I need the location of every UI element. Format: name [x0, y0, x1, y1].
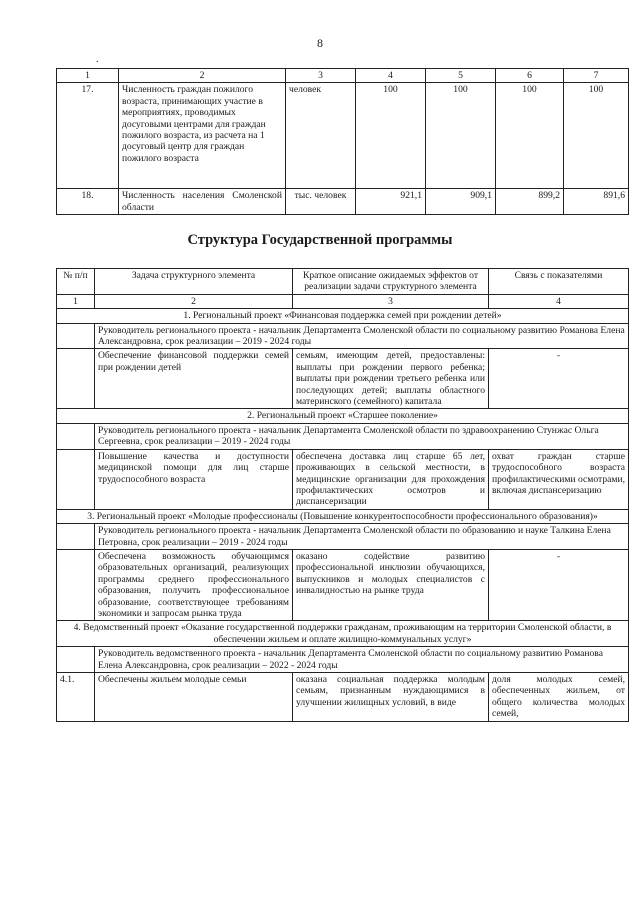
header-cell: Задача структурного элемента	[95, 269, 293, 295]
row-number	[57, 647, 95, 673]
effects: оказано содействие развитию профессиональной инклюзии обучающихся, выпускников и молодых специалистов с инвалидностью на рынке труда	[293, 549, 489, 620]
project-leader: Руководитель регионального проекта - начальник Департамента Смоленской области по образованию и науке Талкина Елена Петровна, срок реализации – 2019 - 2024 годы	[95, 524, 629, 550]
table-row	[57, 549, 629, 620]
indicator-name: Численность граждан пожилого возраста, принимающих участие в мероприятиях, проводимых досуговыми центрами для граждан пожилого возраста, из расчета на 1 досуговый центр для граждан пожилого возраста	[119, 83, 286, 189]
section-title: 4. Ведомственный проект «Оказание государственной поддержки гражданам, проживающим на территории Смоленской области, в обеспечении жильем и оплате жилищно-коммунальных услуг»	[57, 621, 629, 647]
row-number	[57, 323, 95, 349]
page-number: 8	[317, 36, 323, 50]
col-number: 1	[57, 294, 95, 308]
task: Обеспечение финансовой поддержки семей при рождении детей	[95, 349, 293, 409]
unit: человек	[286, 83, 356, 189]
value: 899,2	[496, 189, 564, 215]
effects: обеспечена доставка лиц старше 65 лет, проживающих в сельской местности, в медицинские организации для прохождения профилактических осмотров и диспансеризации	[293, 449, 489, 509]
value: 100	[426, 83, 496, 189]
section-title: Структура Государственной программы	[187, 232, 453, 248]
col-number: 1	[57, 69, 119, 83]
indicators-table	[56, 68, 629, 215]
col-number: 7	[564, 69, 629, 83]
col-number: 3	[286, 69, 356, 83]
section-title-row	[57, 509, 629, 523]
value: 891,6	[564, 189, 629, 215]
row-number	[57, 549, 95, 620]
section-title: 3. Региональный проект «Молодые профессионалы (Повышение конкурентоспособности профессионального образования)»	[57, 509, 629, 523]
leader-row	[57, 423, 629, 449]
col-number: 5	[426, 69, 496, 83]
row-number: 17.	[57, 83, 119, 189]
row-number	[57, 449, 95, 509]
indicator-name: Численность населения Смоленской области	[119, 189, 286, 215]
section-title: 2. Региональный проект «Старшее поколение»	[57, 409, 629, 423]
header-cell: Краткое описание ожидаемых эффектов от реализации задачи структурного элемента	[293, 269, 489, 295]
table-row	[57, 449, 629, 509]
project-leader: Руководитель ведомственного проекта - начальник Департамента Смоленской области по социальному развитию Романова Елена Александровна, срок реализации – 2022 - 2024 годы	[95, 647, 629, 673]
structure-table	[56, 268, 629, 722]
indicator-link: -	[489, 549, 629, 620]
col-number: 4	[356, 69, 426, 83]
header-cell: № п/п	[57, 269, 95, 295]
indicator-link: доля молодых семей, обеспеченных жильем, от общего количества молодых семей,	[489, 673, 629, 722]
task: Обеспечена возможность обучающимся образовательных организаций, реализующих программы среднего профессионального образования, получить профессиональное образование, соответствующее требованиям экономики и запросам рынка труда	[95, 549, 293, 620]
unit: тыс. человек	[286, 189, 356, 215]
table-row	[57, 83, 629, 189]
leader-row	[57, 647, 629, 673]
effects: оказана социальная поддержка молодым семьям, признанным нуждающимися в улучшении жилищных условий, в виде	[293, 673, 489, 722]
col-number: 4	[489, 294, 629, 308]
row-number: 18.	[57, 189, 119, 215]
value: 921,1	[356, 189, 426, 215]
indicator-link: -	[489, 349, 629, 409]
table-header-row	[57, 269, 629, 295]
section-title-row	[57, 309, 629, 323]
value: 100	[496, 83, 564, 189]
col-number: 2	[95, 294, 293, 308]
table-row	[57, 189, 629, 215]
row-number	[57, 524, 95, 550]
indicator-link: охват граждан старше трудоспособного возраста профилактическими осмотрами, включая диспансеризацию	[489, 449, 629, 509]
project-leader: Руководитель регионального проекта - начальник Департамента Смоленской области по здравоохранению Стунжас Ольга Сергеевна, срок реализации – 2019 - 2024 годы	[95, 423, 629, 449]
table-row	[57, 349, 629, 409]
col-number: 2	[119, 69, 286, 83]
col-number: 3	[293, 294, 489, 308]
table-header-row	[57, 69, 629, 83]
section-title-row	[57, 621, 629, 647]
value: 100	[564, 83, 629, 189]
row-number	[57, 423, 95, 449]
row-number	[57, 349, 95, 409]
leader-row	[57, 323, 629, 349]
project-leader: Руководитель регионального проекта - начальник Департамента Смоленской области по социальному развитию Романова Елена Александровна, срок реализации – 2019 - 2024 годы	[95, 323, 629, 349]
table-row	[57, 673, 629, 722]
section-title-row	[57, 409, 629, 423]
task: Обеспечены жильем молодые семьи	[95, 673, 293, 722]
col-number: 6	[496, 69, 564, 83]
row-number: 4.1.	[57, 673, 95, 722]
task: Повышение качества и доступности медицинской помощи для лиц старше трудоспособного возраста	[95, 449, 293, 509]
value: 909,1	[426, 189, 496, 215]
value: 100	[356, 83, 426, 189]
leader-row	[57, 524, 629, 550]
stray-dot: .	[96, 54, 99, 65]
column-number-row	[57, 294, 629, 308]
section-title: 1. Региональный проект «Финансовая поддержка семей при рождении детей»	[57, 309, 629, 323]
effects: семьям, имеющим детей, предоставлены: выплаты при рождении первого ребенка; выплаты при рождении третьего ребенка или последующих детей; выплаты областного материнского (семейного) капитала	[293, 349, 489, 409]
header-cell: Связь с показателями	[489, 269, 629, 295]
